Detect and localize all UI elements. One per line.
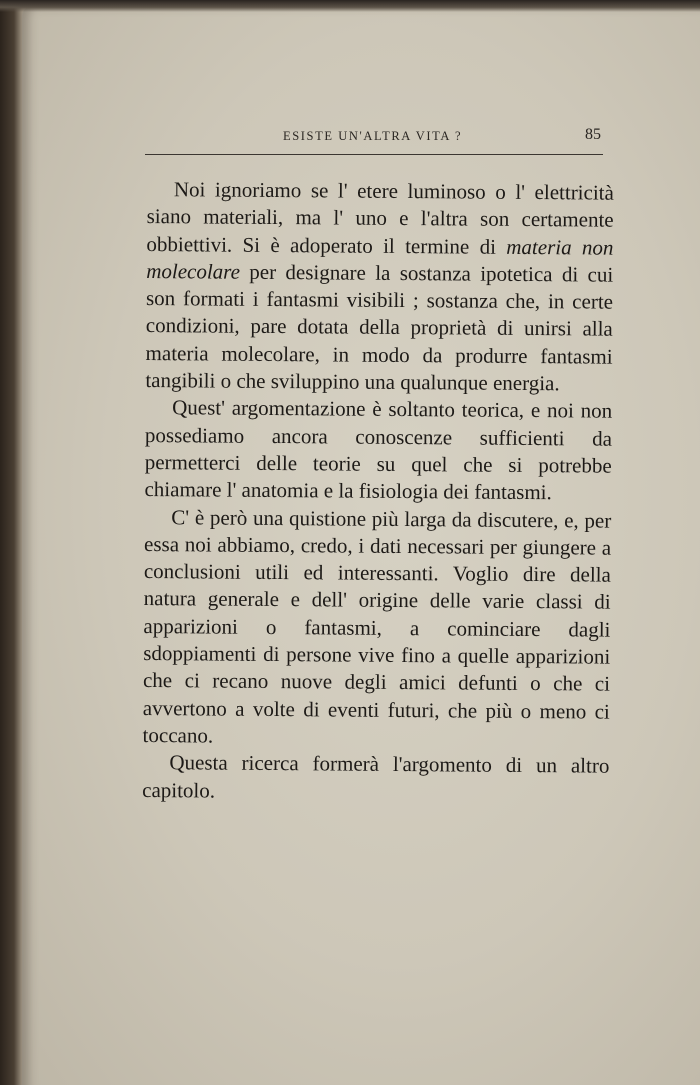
paragraph-1-italic-term: materia non molecolare (146, 234, 614, 284)
running-head (145, 124, 603, 155)
paragraph-3: C' è però una quistione più larga da discutere, e, per essa noi abbiamo, credo, i dati necessari per giungere a conclusioni utili ed interessanti. Voglio dire della natura generale e dell' origine delle varie classi di apparizioni o fantasmi, a cominciare dagli sdoppiamenti di persone vive fino a quelle apparizioni che ci recano nuove degli amici defunti o che ci avvertono a volte di eventi futuri, che più o meno ci toccano. (142, 504, 612, 748)
paragraph-1-part-1: Noi ignoriamo se l' etere luminoso o l' elettricità siano materiali, ma l' uno e l'altra son certamente obbiettivi. Si è adoperato il termine di (146, 177, 614, 259)
paragraph-1-part-2: per designare la sostanza ipotetica di cui son formati i fantasmi visibili ; sostanza che, in certe condizioni, pare dotata della proprietà di unirsi alla materia molecolare, in modo da produrre fantasmi tangibili o che sviluppino una qualunque energia. (145, 259, 614, 396)
running-head-title: ESISTE UN'ALTRA VITA ? (283, 129, 463, 143)
paragraph-1 (145, 176, 614, 398)
paragraph-4: Questa ricerca formerà l'argomento di un altro capitolo. (142, 750, 610, 803)
page-top-shadow (0, 0, 700, 12)
paragraph-2: Quest' argomentazione è soltanto teorica, e noi non possediamo ancora conoscenze sufficienti da permetterci delle teorie su quel che si potrebbe chiamare l' anatomia e la fisiologia dei fantasmi. (144, 395, 613, 505)
page-number: 85 (585, 126, 601, 143)
body-text (142, 176, 614, 807)
